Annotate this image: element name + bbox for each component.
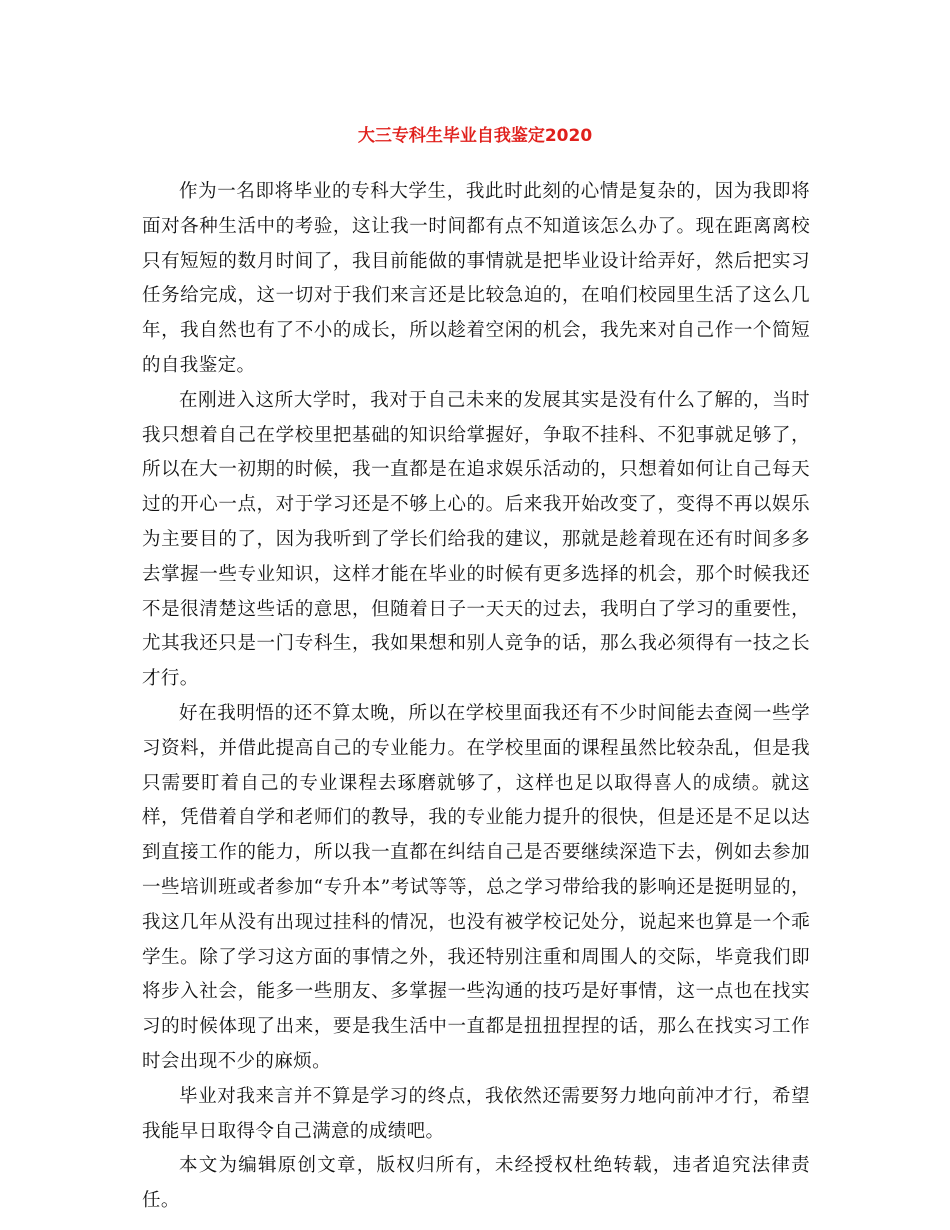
paragraph-3: 好在我明悟的还不算太晚，所以在学校里面我还有不少时间能去查阅一些学习资料，并借此提高自己的专业能力。在学校里面的课程虽然比较杂乱，但是我只需要盯着自己的专业课程去琢磨就够了，这样也足以取得喜人的成绩。就这样，凭借着自学和老师们的教导，我的专业能力提升的很快，但是还是不足以达到直接工作的能力，所以我一直都在纠结自己是否要继续深造下去，例如去参加一些培训班或者参加“专升本”考试等等，总之学习带给我的影响还是挺明显的，我这几年从没有出现过挂科的情况，也没有被学校记处分，说起来也算是一个乖学生。除了学习这方面的事情之外，我还特别注重和周围人的交际，毕竟我们即将步入社会，能多一些朋友、多掌握一些沟通的技巧是好事情，这一点也在找实习的时候体现了出来，要是我生活中一直都是扭扭捏捏的话，那么在找实习工作时会出现不少的麻烦。 bbox=[142, 702, 810, 1072]
paragraph-1: 作为一名即将毕业的专科大学生，我此时此刻的心情是复杂的，因为我即将面对各种生活中的考验，这让我一时间都有点不知道该怎么办了。现在距离离校只有短短的数月时间了，我目前能做的事情就是把毕业设计给弄好，然后把实习任务给完成，这一切对于我们来言还是比较急迫的，在咱们校园里生活了这么几年，我自然也有了不小的成长，所以趁着空闲的机会，我先来对自己作一个简短的自我鉴定。 bbox=[142, 181, 810, 376]
paragraph-5-copyright-notice: 本文为编辑原创文章，版权归所有，未经授权杜绝转载，违者追究法律责任。 bbox=[142, 1155, 810, 1212]
paragraph-2: 在刚进入这所大学时，我对于自己未来的发展其实是没有什么了解的，当时我只想着自己在学校里把基础的知识给掌握好，争取不挂科、不犯事就足够了，所以在大一初期的时候，我一直都是在追求娱乐活动的，只想着如何让自己每天过的开心一点，对于学习还是不够上心的。后来我开始改变了，变得不再以娱乐为主要目的了，因为我听到了学长们给我的建议，那就是趁着现在还有时间多多去掌握一些专业知识，这样才能在毕业的时候有更多选择的机会，那个时候我还不是很清楚这些话的意思，但随着日子一天天的过去，我明白了学习的重要性，尤其我还只是一门专科生，我如果想和别人竞争的话，那么我必须得有一技之长才行。 bbox=[142, 389, 810, 690]
document-title: 大三专科生毕业自我鉴定2020 bbox=[357, 126, 593, 146]
paragraph-4: 毕业对我来言并不算是学习的终点，我依然还需要努力地向前冲才行，希望我能早日取得令自己满意的成绩吧。 bbox=[142, 1085, 810, 1142]
document-body bbox=[142, 175, 810, 1219]
